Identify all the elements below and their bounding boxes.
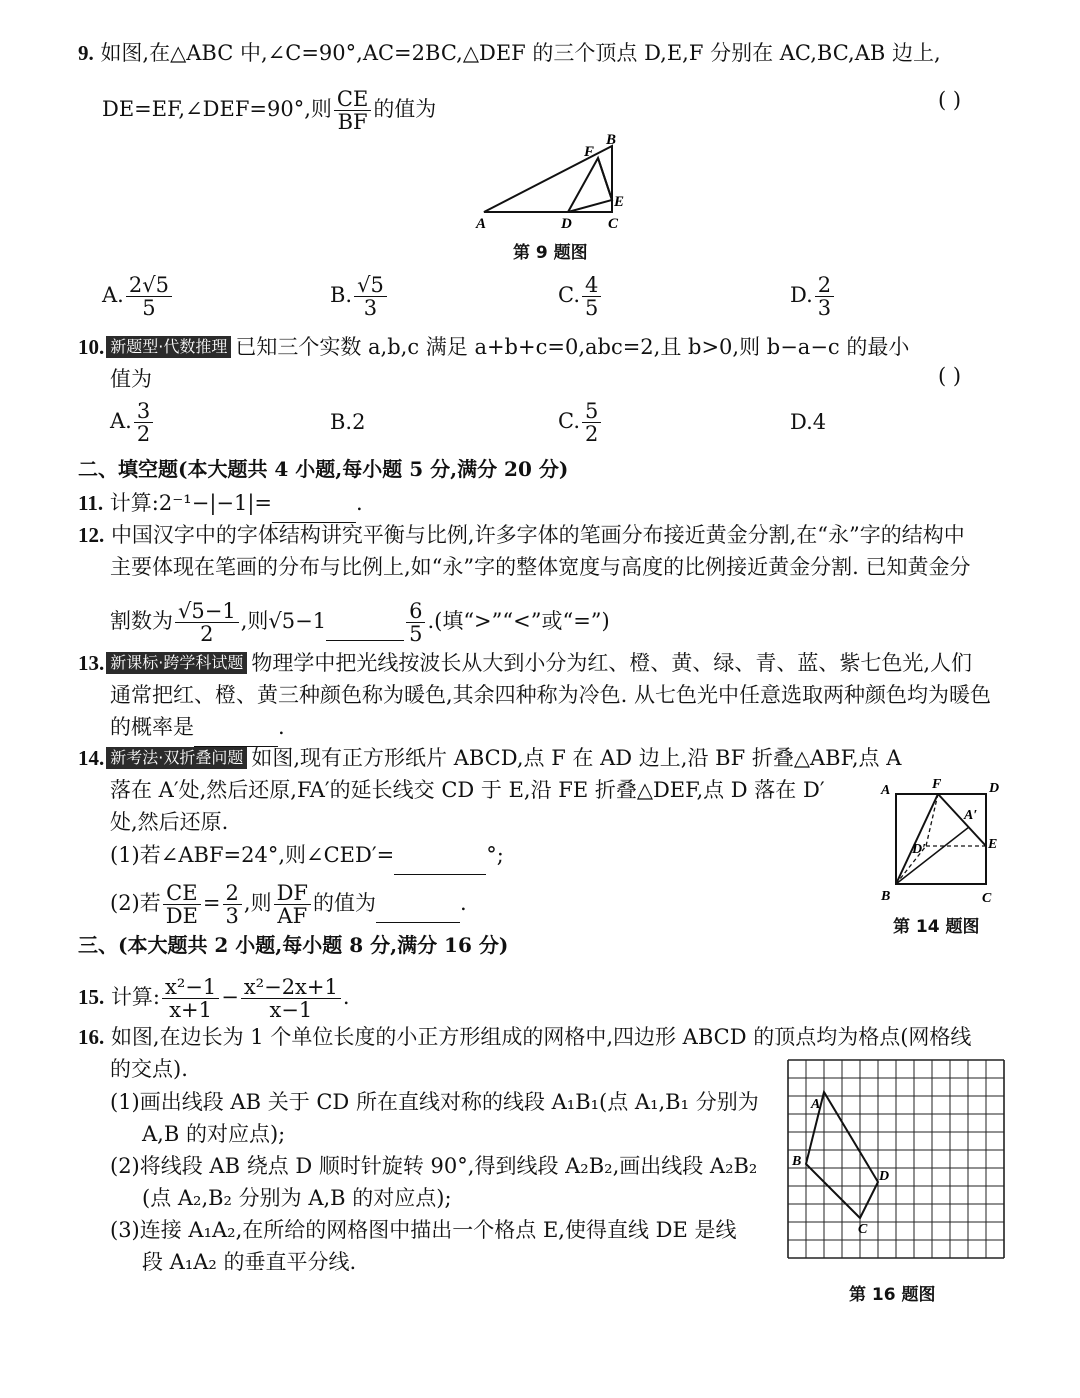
q10-number: 10. xyxy=(78,335,105,359)
q12-text3-post: .(填“>”“<”或“=”) xyxy=(427,609,610,633)
q10-option-a-den: 2 xyxy=(136,422,151,446)
q14-frac-ce-de xyxy=(163,882,201,927)
q14-part1 xyxy=(110,840,504,875)
q13-end: . xyxy=(278,715,285,739)
q14-dashed-fd1 xyxy=(926,794,938,846)
q9-option-a-den: 5 xyxy=(142,296,156,320)
q14-figure xyxy=(876,772,1006,908)
q15-f2-num: x²−2x+1 xyxy=(241,976,341,999)
q9-option-d[interactable] xyxy=(790,274,836,319)
q10-option-c-den: 2 xyxy=(585,422,599,446)
q12-frac2-den: 5 xyxy=(409,622,423,646)
q12-line2: 主要体现在笔画的分布与比例上,如“永”字的整体宽度与高度的比例接近黄金分割. 已知黄金分 xyxy=(110,555,971,579)
q9-segment-fe xyxy=(598,158,612,200)
q10-option-a-num: 3 xyxy=(134,400,153,423)
q15-f2-den: x−1 xyxy=(269,998,313,1022)
q14-part2-post: 的值为 xyxy=(313,891,377,915)
q16-part3a: (3)连接 A₁A₂,在所给的网格图中描出一个格点 E,使得直线 DE 是线 xyxy=(110,1218,737,1242)
q16-label-b: B xyxy=(792,1154,802,1169)
q10-line1 xyxy=(78,332,909,362)
q14-label-f: F xyxy=(932,777,942,792)
q14-label-d: D xyxy=(989,781,1000,796)
q9-figure xyxy=(470,128,640,236)
q9-option-a-letter: A. xyxy=(102,283,124,307)
q9-option-c-num: 4 xyxy=(582,274,601,297)
q9-number: 9. xyxy=(78,41,94,65)
q16-label-d: D xyxy=(879,1169,890,1184)
q15-number: 15. xyxy=(78,985,105,1009)
q15-fraction2 xyxy=(241,976,341,1021)
q9-text2-pre: DE=EF,∠DEF=90°,则 xyxy=(102,97,332,121)
q9-text1: 如图,在△ABC 中,∠C=90°,AC=2BC,△DEF 的三个顶点 D,E,F 分别在 AC,BC,AB 边上, xyxy=(100,41,941,65)
q12-text3-pre: 割数为 xyxy=(110,609,173,633)
q9-option-c-letter: C. xyxy=(558,283,580,307)
q10-option-b-letter: B. xyxy=(330,410,353,434)
q10-option-c-letter: C. xyxy=(558,409,580,433)
q16-line1 xyxy=(78,1022,971,1052)
q12-frac2-num: 6 xyxy=(406,600,425,623)
q12-frac1-num: √5−1 xyxy=(175,600,239,623)
q10-option-a-letter: A. xyxy=(110,409,132,433)
q16-part2a: (2)将线段 AB 绕点 D 顺时针旋转 90°,得到线段 A₂B₂,画出线段 A₂B₂ xyxy=(110,1154,758,1178)
q9-option-d-den: 3 xyxy=(817,296,832,320)
q16-line2: 的交点). xyxy=(110,1057,188,1081)
q9-option-d-num: 2 xyxy=(815,274,834,297)
q14-frac2-num: 2 xyxy=(223,882,242,905)
q14-label-d-prime: D′ xyxy=(912,842,927,857)
q14-segment-ba1 xyxy=(896,827,969,884)
q15-pre: 计算: xyxy=(110,985,161,1009)
q10-option-d[interactable] xyxy=(790,410,826,434)
q12-number: 12. xyxy=(78,523,105,547)
q14-label-a-prime: A′ xyxy=(964,808,978,823)
q15-end: . xyxy=(342,985,350,1009)
q9-line2 xyxy=(102,88,436,133)
q11-number: 11. xyxy=(78,491,104,515)
q14-number: 14. xyxy=(78,746,105,770)
q14-frac1-num: CE xyxy=(163,882,201,905)
q10-option-b-text: 2 xyxy=(352,410,366,434)
q9-option-b-den: 3 xyxy=(363,296,378,320)
q9-label-c: C xyxy=(608,216,619,232)
q10-tag: 新题型·代数推理 xyxy=(106,336,231,358)
q15-line xyxy=(78,976,350,1021)
q11-line xyxy=(78,488,363,523)
q15-minus: − xyxy=(221,985,239,1009)
q14-label-e: E xyxy=(988,837,998,852)
q10-option-c[interactable] xyxy=(558,400,603,445)
q16-part2b: (点 A₂,B₂ 分别为 A,B 的对应点); xyxy=(142,1186,452,1210)
q11-end: . xyxy=(356,491,363,515)
q10-option-b[interactable] xyxy=(330,410,365,434)
q14-part2-pre: (2)若 xyxy=(110,891,161,915)
q15-fraction1 xyxy=(162,976,219,1021)
q10-answer-paren[interactable]: ( ) xyxy=(938,364,962,388)
q9-option-c-den: 5 xyxy=(585,296,599,320)
q15-f1-num: x²−1 xyxy=(162,976,219,999)
q9-option-b-letter: B. xyxy=(330,283,353,307)
q10-option-d-text: 4 xyxy=(812,410,827,434)
q10-option-a[interactable] xyxy=(110,400,155,445)
q14-frac1-den: DE xyxy=(165,904,198,928)
q12-frac2 xyxy=(406,600,425,645)
q14-part2 xyxy=(110,882,467,927)
q9-option-b[interactable] xyxy=(330,274,389,319)
q14-frac3-num: DF xyxy=(274,882,311,905)
q13-text1: 物理学中把光线按波长从大到小分为红、橙、黄、绿、青、蓝、紫七色光,人们 xyxy=(251,651,973,675)
q9-fraction xyxy=(334,88,371,133)
q13-tag: 新课标·跨学科试题 xyxy=(106,652,247,674)
q14-part2-eq: = xyxy=(202,891,221,915)
q14-label-a: A xyxy=(881,783,891,798)
q12-line1 xyxy=(78,520,965,550)
q16-text1: 如图,在边长为 1 个单位长度的小正方形组成的网格中,四边形 ABCD 的顶点均为格点(网格线 xyxy=(110,1025,972,1049)
q16-caption: 第 16 题图 xyxy=(849,1285,936,1305)
q10-option-c-num: 5 xyxy=(582,400,601,423)
q14-frac2-den: 3 xyxy=(225,904,239,928)
q9-label-b: B xyxy=(606,132,617,148)
q16-number: 16. xyxy=(78,1025,105,1049)
q14-part1-answer-blank[interactable] xyxy=(394,844,486,875)
q12-text3-mid: ,则√5−1 xyxy=(240,609,327,633)
q10-line2: 值为 xyxy=(110,367,152,391)
q14-frac-2-3 xyxy=(223,882,242,927)
q14-part2-mid: ,则 xyxy=(243,891,272,915)
q14-segment-fe xyxy=(938,794,986,846)
q14-line3: 处,然后还原. xyxy=(110,810,229,834)
q9-frac-num: CE xyxy=(334,88,371,111)
q9-label-e: E xyxy=(614,194,625,210)
q14-crease-bf xyxy=(896,794,938,884)
q11-answer-blank[interactable] xyxy=(272,492,356,523)
q16-grid-lines xyxy=(788,1060,1004,1258)
q16-label-c: C xyxy=(858,1222,868,1237)
q10-text1: 已知三个实数 a,b,c 满足 a+b+c=0,abc=2,且 b>0,则 b−a−c 的最小 xyxy=(235,335,910,359)
q12-answer-blank[interactable] xyxy=(326,610,404,641)
q11-text: 计算:2⁻¹−|−1|= xyxy=(109,491,273,515)
q9-option-d-letter: D. xyxy=(790,283,813,307)
q14-line1 xyxy=(78,743,901,773)
q16-label-a: A xyxy=(811,1097,821,1112)
q16-part1a: (1)画出线段 AB 关于 CD 所在直线对称的线段 A₁B₁(点 A₁,B₁ 分别为 xyxy=(110,1090,759,1114)
q14-tag: 新考法·双折叠问题 xyxy=(106,747,247,769)
q13-line1 xyxy=(78,648,972,678)
q9-caption: 第 9 题图 xyxy=(513,243,588,263)
q9-option-a-num: 2√5 xyxy=(126,274,172,297)
q9-label-d: D xyxy=(561,216,572,232)
q12-line3 xyxy=(110,600,610,645)
q9-frac-den: BF xyxy=(337,110,368,134)
q12-frac1-den: 2 xyxy=(200,622,214,646)
q16-part1b: A,B 的对应点); xyxy=(142,1122,286,1146)
q14-text1: 如图,现有正方形纸片 ABCD,点 F 在 AD 边上,沿 BF 折叠△ABF,点 A xyxy=(251,746,902,770)
q9-text2-post: 的值为 xyxy=(373,97,437,121)
q14-part2-end: . xyxy=(460,891,467,915)
q9-option-c[interactable] xyxy=(558,274,603,319)
q14-part1-post: °; xyxy=(486,843,504,867)
q13-line2: 通常把红、橙、黄三种颜色称为暖色,其余四种称为冷色. 从七色光中任意选取两种颜色均为暖色 xyxy=(110,683,992,707)
q9-label-f: F xyxy=(584,144,595,160)
q16-part3b: 段 A₁A₂ 的垂直平分线. xyxy=(142,1250,357,1274)
q9-line1 xyxy=(78,38,941,68)
q14-label-c: C xyxy=(982,891,992,906)
q14-line2: 落在 A′处,然后还原,FA′的延长线交 CD 于 E,沿 FE 折叠△DEF,点 D 落在 D′ xyxy=(110,778,825,802)
q14-part1-pre: (1)若∠ABF=24°,则∠CED′= xyxy=(110,843,395,867)
q14-label-b: B xyxy=(881,889,891,904)
q9-answer-paren[interactable]: ( ) xyxy=(938,88,962,112)
q14-part2-answer-blank[interactable] xyxy=(376,892,460,923)
q16-grid-figure xyxy=(786,1058,1006,1274)
q14-frac3-den: AF xyxy=(277,904,308,928)
q10-option-d-letter: D. xyxy=(790,410,813,434)
q9-label-a: A xyxy=(476,216,487,232)
section-2-heading: 二、填空题(本大题共 4 小题,每小题 5 分,满分 20 分) xyxy=(78,457,569,481)
q12-frac1 xyxy=(175,600,239,645)
section-3-heading: 三、(本大题共 2 小题,每小题 8 分,满分 16 分) xyxy=(78,933,509,957)
q13-number: 13. xyxy=(78,651,105,675)
q13-line3 xyxy=(110,712,285,747)
q9-option-a[interactable] xyxy=(102,274,174,319)
q14-caption: 第 14 题图 xyxy=(893,917,980,937)
q12-text1: 中国汉字中的字体结构讲究平衡与比例,许多字体的笔画分布接近黄金分割,在“永”字的结构中 xyxy=(110,523,965,547)
q13-text3: 的概率是 xyxy=(110,715,194,739)
q14-frac-df-af xyxy=(274,882,311,927)
q15-f1-den: x+1 xyxy=(169,998,213,1022)
q9-option-b-num: √5 xyxy=(354,274,387,297)
